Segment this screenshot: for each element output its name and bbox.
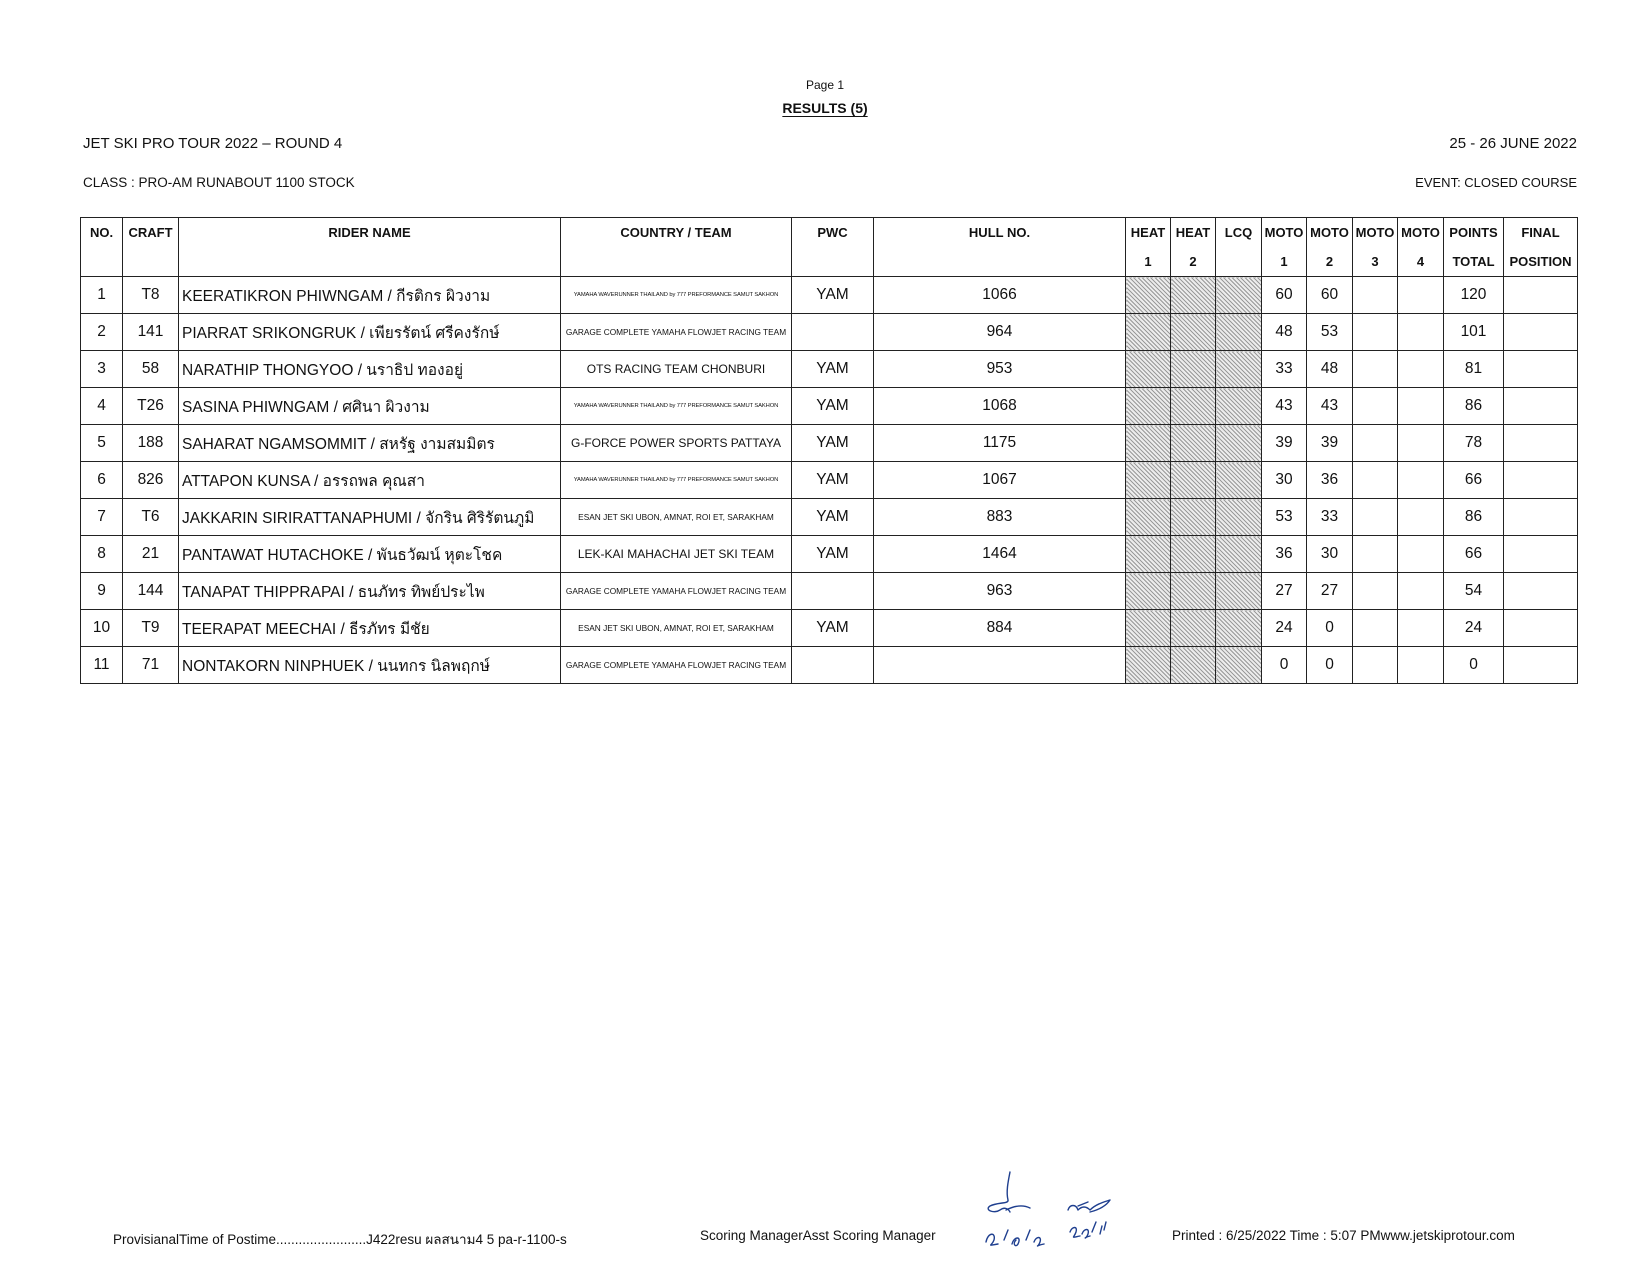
cell-points: 54 xyxy=(1444,573,1504,610)
event-type: EVENT: CLOSED COURSE xyxy=(1415,175,1577,190)
cell-team: GARAGE COMPLETE YAMAHA FLOWJET RACING TEAM xyxy=(561,647,792,684)
cell-moto3 xyxy=(1353,462,1398,499)
cell-hull: 1175 xyxy=(874,425,1126,462)
table-row xyxy=(81,277,1578,314)
footer-provisional: ProvisianalTime of Postime........................J422resu ผลสนาม4 5 pa-r-1100-s xyxy=(113,1232,567,1247)
cell-rider: SASINA PHIWNGAM / ศศินา ผิวงาม xyxy=(179,388,561,425)
cell-heat1-blocked xyxy=(1126,425,1171,462)
col-rider-name: RIDER NAME xyxy=(179,218,561,277)
cell-heat1-blocked xyxy=(1126,647,1171,684)
results-table xyxy=(80,217,1578,684)
cell-rider: SAHARAT NGAMSOMMIT / สหรัฐ งามสมมิตร xyxy=(179,425,561,462)
cell-moto3 xyxy=(1353,314,1398,351)
cell-moto4 xyxy=(1398,610,1444,647)
col-moto4: MOTO xyxy=(1398,218,1444,248)
cell-craft: 21 xyxy=(123,536,179,573)
cell-hull: 963 xyxy=(874,573,1126,610)
cell-no: 1 xyxy=(81,277,123,314)
cell-pwc: YAM xyxy=(792,462,874,499)
cell-rider: NARATHIP THONGYOO / นราธิป ทองอยู่ xyxy=(179,351,561,388)
cell-hull: 1464 xyxy=(874,536,1126,573)
col-points-total: TOTAL xyxy=(1444,247,1504,277)
col-hull-no: HULL NO. xyxy=(874,218,1126,277)
col-heat1: HEAT xyxy=(1126,218,1171,248)
header-row xyxy=(81,218,1578,248)
cell-lcq-blocked xyxy=(1216,388,1262,425)
cell-moto1: 60 xyxy=(1262,277,1307,314)
cell-moto1: 0 xyxy=(1262,647,1307,684)
cell-moto4 xyxy=(1398,462,1444,499)
signature-scribble xyxy=(978,1170,1128,1250)
cell-team: G-FORCE POWER SPORTS PATTAYA xyxy=(561,425,792,462)
cell-hull: 953 xyxy=(874,351,1126,388)
cell-craft: T8 xyxy=(123,277,179,314)
cell-lcq-blocked xyxy=(1216,647,1262,684)
cell-moto2: 30 xyxy=(1307,536,1353,573)
cell-moto3 xyxy=(1353,499,1398,536)
cell-lcq-blocked xyxy=(1216,425,1262,462)
cell-moto1: 30 xyxy=(1262,462,1307,499)
cell-team: ESAN JET SKI UBON, AMNAT, ROI ET, SARAKHAM xyxy=(561,610,792,647)
cell-team: GARAGE COMPLETE YAMAHA FLOWJET RACING TEAM xyxy=(561,314,792,351)
cell-moto4 xyxy=(1398,351,1444,388)
cell-moto3 xyxy=(1353,610,1398,647)
cell-points: 86 xyxy=(1444,499,1504,536)
cell-final xyxy=(1504,277,1578,314)
cell-craft: 144 xyxy=(123,573,179,610)
cell-lcq-blocked xyxy=(1216,610,1262,647)
cell-points: 78 xyxy=(1444,425,1504,462)
cell-heat2-blocked xyxy=(1171,388,1216,425)
cell-pwc: YAM xyxy=(792,351,874,388)
cell-hull: 964 xyxy=(874,314,1126,351)
col-moto3: MOTO xyxy=(1353,218,1398,248)
col-moto1: MOTO xyxy=(1262,218,1307,248)
cell-moto1: 39 xyxy=(1262,425,1307,462)
cell-team: OTS RACING TEAM CHONBURI xyxy=(561,351,792,388)
cell-moto3 xyxy=(1353,425,1398,462)
cell-moto2: 48 xyxy=(1307,351,1353,388)
cell-heat1-blocked xyxy=(1126,462,1171,499)
col-final: FINAL xyxy=(1504,218,1578,248)
cell-heat2-blocked xyxy=(1171,536,1216,573)
cell-moto3 xyxy=(1353,388,1398,425)
cell-no: 11 xyxy=(81,647,123,684)
cell-moto4 xyxy=(1398,314,1444,351)
cell-pwc: YAM xyxy=(792,536,874,573)
cell-team: YAMAHA WAVERUNNER THAILAND by 777 PREFORMANCE SAMUT SAKHON xyxy=(561,277,792,314)
cell-heat2-blocked xyxy=(1171,351,1216,388)
cell-pwc xyxy=(792,573,874,610)
cell-hull xyxy=(874,647,1126,684)
cell-heat2-blocked xyxy=(1171,610,1216,647)
cell-moto3 xyxy=(1353,647,1398,684)
cell-pwc xyxy=(792,314,874,351)
table-row xyxy=(81,610,1578,647)
cell-moto2: 33 xyxy=(1307,499,1353,536)
cell-moto2: 27 xyxy=(1307,573,1353,610)
cell-heat1-blocked xyxy=(1126,351,1171,388)
cell-rider: TEERAPAT MEECHAI / ธีรภัทร มีชัย xyxy=(179,610,561,647)
cell-pwc: YAM xyxy=(792,610,874,647)
cell-points: 101 xyxy=(1444,314,1504,351)
cell-pwc: YAM xyxy=(792,277,874,314)
table-row xyxy=(81,351,1578,388)
cell-moto1: 43 xyxy=(1262,388,1307,425)
cell-pwc xyxy=(792,647,874,684)
cell-moto2: 39 xyxy=(1307,425,1353,462)
table-row xyxy=(81,462,1578,499)
cell-heat1-blocked xyxy=(1126,277,1171,314)
cell-rider: ATTAPON KUNSA / อรรถพล คุณสา xyxy=(179,462,561,499)
col-final-position: POSITION xyxy=(1504,247,1578,277)
cell-moto1: 48 xyxy=(1262,314,1307,351)
cell-final xyxy=(1504,610,1578,647)
col-pwc: PWC xyxy=(792,218,874,277)
cell-pwc: YAM xyxy=(792,388,874,425)
event-title: JET SKI PRO TOUR 2022 – ROUND 4 xyxy=(83,135,343,152)
cell-points: 0 xyxy=(1444,647,1504,684)
cell-moto2: 0 xyxy=(1307,647,1353,684)
col-heat2-num: 2 xyxy=(1171,247,1216,277)
cell-moto4 xyxy=(1398,277,1444,314)
results-body xyxy=(81,277,1578,684)
cell-rider: TANAPAT THIPPRAPAI / ธนภัทร ทิพย์ประไพ xyxy=(179,573,561,610)
cell-moto4 xyxy=(1398,573,1444,610)
cell-hull: 1067 xyxy=(874,462,1126,499)
cell-craft: 826 xyxy=(123,462,179,499)
cell-heat1-blocked xyxy=(1126,314,1171,351)
col-lcq: LCQ xyxy=(1216,218,1262,277)
cell-lcq-blocked xyxy=(1216,351,1262,388)
cell-hull: 884 xyxy=(874,610,1126,647)
cell-hull: 1066 xyxy=(874,277,1126,314)
cell-moto2: 36 xyxy=(1307,462,1353,499)
cell-points: 81 xyxy=(1444,351,1504,388)
cell-no: 10 xyxy=(81,610,123,647)
table-row xyxy=(81,647,1578,684)
table-row xyxy=(81,388,1578,425)
cell-moto3 xyxy=(1353,277,1398,314)
cell-moto4 xyxy=(1398,499,1444,536)
col-points: POINTS xyxy=(1444,218,1504,248)
cell-team: YAMAHA WAVERUNNER THAILAND by 777 PREFORMANCE SAMUT SAKHON xyxy=(561,388,792,425)
col-no: NO. xyxy=(81,218,123,277)
cell-craft: 58 xyxy=(123,351,179,388)
cell-points: 66 xyxy=(1444,536,1504,573)
cell-final xyxy=(1504,647,1578,684)
cell-lcq-blocked xyxy=(1216,499,1262,536)
table-row xyxy=(81,573,1578,610)
cell-heat2-blocked xyxy=(1171,462,1216,499)
col-moto1-num: 1 xyxy=(1262,247,1307,277)
cell-heat1-blocked xyxy=(1126,388,1171,425)
cell-moto2: 60 xyxy=(1307,277,1353,314)
cell-pwc: YAM xyxy=(792,499,874,536)
cell-moto2: 43 xyxy=(1307,388,1353,425)
cell-moto4 xyxy=(1398,425,1444,462)
col-craft: CRAFT xyxy=(123,218,179,277)
cell-lcq-blocked xyxy=(1216,314,1262,351)
cell-moto2: 53 xyxy=(1307,314,1353,351)
cell-moto2: 0 xyxy=(1307,610,1353,647)
col-country-team: COUNTRY / TEAM xyxy=(561,218,792,277)
cell-heat1-blocked xyxy=(1126,536,1171,573)
cell-rider: NONTAKORN NINPHUEK / นนทกร นิลพฤกษ์ xyxy=(179,647,561,684)
cell-craft: T6 xyxy=(123,499,179,536)
cell-final xyxy=(1504,462,1578,499)
cell-points: 86 xyxy=(1444,388,1504,425)
cell-points: 24 xyxy=(1444,610,1504,647)
cell-craft: T26 xyxy=(123,388,179,425)
cell-team: ESAN JET SKI UBON, AMNAT, ROI ET, SARAKHAM xyxy=(561,499,792,536)
col-moto4-num: 4 xyxy=(1398,247,1444,277)
cell-final xyxy=(1504,314,1578,351)
cell-craft: 188 xyxy=(123,425,179,462)
cell-no: 4 xyxy=(81,388,123,425)
cell-final xyxy=(1504,351,1578,388)
cell-final xyxy=(1504,573,1578,610)
cell-moto1: 27 xyxy=(1262,573,1307,610)
cell-lcq-blocked xyxy=(1216,462,1262,499)
col-heat1-num: 1 xyxy=(1126,247,1171,277)
cell-final xyxy=(1504,425,1578,462)
cell-team: YAMAHA WAVERUNNER THAILAND by 777 PREFORMANCE SAMUT SAKHON xyxy=(561,462,792,499)
cell-points: 120 xyxy=(1444,277,1504,314)
cell-moto3 xyxy=(1353,536,1398,573)
cell-craft: 141 xyxy=(123,314,179,351)
cell-team: LEK-KAI MAHACHAI JET SKI TEAM xyxy=(561,536,792,573)
cell-craft: T9 xyxy=(123,610,179,647)
cell-hull: 1068 xyxy=(874,388,1126,425)
cell-heat2-blocked xyxy=(1171,499,1216,536)
table-row xyxy=(81,536,1578,573)
cell-hull: 883 xyxy=(874,499,1126,536)
cell-heat2-blocked xyxy=(1171,647,1216,684)
cell-moto1: 33 xyxy=(1262,351,1307,388)
cell-heat1-blocked xyxy=(1126,610,1171,647)
cell-rider: JAKKARIN SIRIRATTANAPHUMI / จักริน ศิริรัตนภูมิ xyxy=(179,499,561,536)
cell-lcq-blocked xyxy=(1216,536,1262,573)
cell-no: 3 xyxy=(81,351,123,388)
cell-moto4 xyxy=(1398,536,1444,573)
cell-final xyxy=(1504,388,1578,425)
cell-final xyxy=(1504,499,1578,536)
cell-rider: PIARRAT SRIKONGRUK / เพียรรัตน์ ศรีคงรักษ์ xyxy=(179,314,561,351)
cell-no: 7 xyxy=(81,499,123,536)
cell-no: 9 xyxy=(81,573,123,610)
cell-moto3 xyxy=(1353,573,1398,610)
cell-no: 2 xyxy=(81,314,123,351)
cell-moto1: 53 xyxy=(1262,499,1307,536)
cell-lcq-blocked xyxy=(1216,573,1262,610)
cell-heat1-blocked xyxy=(1126,573,1171,610)
page-number: Page 1 xyxy=(805,78,845,92)
col-moto2: MOTO xyxy=(1307,218,1353,248)
cell-moto1: 24 xyxy=(1262,610,1307,647)
cell-heat2-blocked xyxy=(1171,573,1216,610)
cell-pwc: YAM xyxy=(792,425,874,462)
cell-heat1-blocked xyxy=(1126,499,1171,536)
class-name: CLASS : PRO-AM RUNABOUT 1100 STOCK xyxy=(83,175,355,190)
cell-heat2-blocked xyxy=(1171,314,1216,351)
cell-no: 8 xyxy=(81,536,123,573)
footer-scoring-manager: Scoring ManagerAsst Scoring Manager xyxy=(700,1228,936,1243)
table-row xyxy=(81,425,1578,462)
cell-rider: KEERATIKRON PHIWNGAM / กีรติกร ผิวงาม xyxy=(179,277,561,314)
col-heat2: HEAT xyxy=(1171,218,1216,248)
table-row xyxy=(81,314,1578,351)
cell-points: 66 xyxy=(1444,462,1504,499)
results-title xyxy=(0,100,1650,116)
event-date: 25 - 26 JUNE 2022 xyxy=(1449,135,1577,152)
col-moto3-num: 3 xyxy=(1353,247,1398,277)
cell-moto4 xyxy=(1398,388,1444,425)
results-title-text: RESULTS (5) xyxy=(782,100,868,116)
footer-printed: Printed : 6/25/2022 Time : 5:07 PMwww.jetskiprotour.com xyxy=(1172,1228,1515,1243)
cell-craft: 71 xyxy=(123,647,179,684)
cell-moto1: 36 xyxy=(1262,536,1307,573)
cell-lcq-blocked xyxy=(1216,277,1262,314)
cell-no: 6 xyxy=(81,462,123,499)
cell-no: 5 xyxy=(81,425,123,462)
cell-moto3 xyxy=(1353,351,1398,388)
table-row xyxy=(81,499,1578,536)
cell-rider: PANTAWAT HUTACHOKE / พันธวัฒน์ หุตะโชค xyxy=(179,536,561,573)
col-moto2-num: 2 xyxy=(1307,247,1353,277)
cell-final xyxy=(1504,536,1578,573)
cell-moto4 xyxy=(1398,647,1444,684)
cell-team: GARAGE COMPLETE YAMAHA FLOWJET RACING TEAM xyxy=(561,573,792,610)
cell-heat2-blocked xyxy=(1171,425,1216,462)
cell-heat2-blocked xyxy=(1171,277,1216,314)
